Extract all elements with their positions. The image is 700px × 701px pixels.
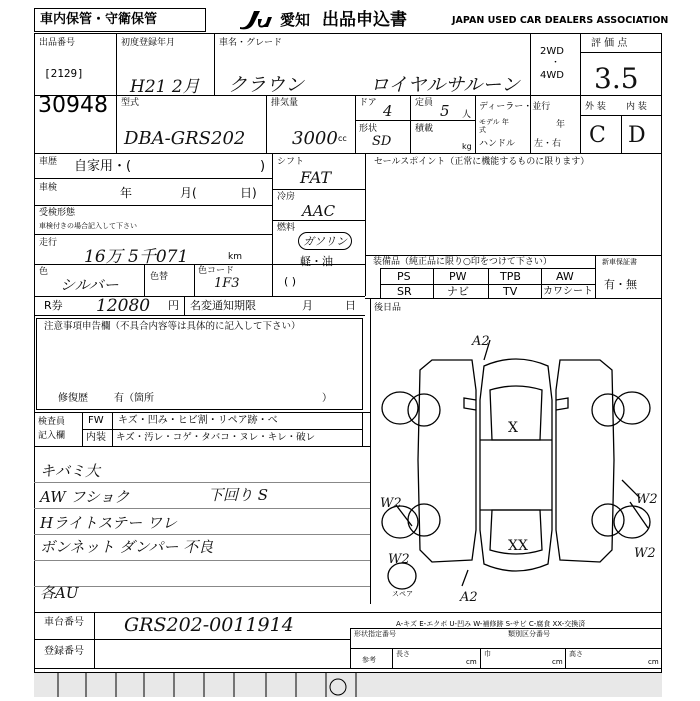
equip-sr: SR xyxy=(397,285,412,298)
yen-unit: 円 xyxy=(168,299,179,312)
inspection-dest-note: 車検付きの場合記入して下さい xyxy=(39,222,137,230)
inspector-label-2: 記入欄 xyxy=(38,431,66,441)
inspector-interior: 内装 xyxy=(86,432,106,443)
caution-label: 注意事項申告欄（不具合内容等は具体的に記入して下さい） xyxy=(44,321,301,332)
capacity-value: 5 xyxy=(440,102,450,120)
interior-value: D xyxy=(628,123,646,148)
shift-label: シフト xyxy=(277,157,305,167)
inspection-label: 車検 xyxy=(39,183,58,193)
shape-value: SD xyxy=(372,134,392,149)
length-cm: cm xyxy=(466,658,477,666)
color-label: 色 xyxy=(39,267,49,277)
inspector-fw: FW xyxy=(88,415,104,426)
equip-navi: ナビ xyxy=(447,285,469,298)
repair-value: 有（箇所 xyxy=(114,393,154,404)
inspector-row1: キズ・凹み・ヒビ割・リペア跡・べ xyxy=(118,415,278,426)
steering-lr: 左・右 xyxy=(534,139,562,149)
diag-w2-right: W2 xyxy=(636,492,658,507)
recycle-label: R券 xyxy=(44,299,63,312)
category-label: 類別区分番号 xyxy=(508,630,550,638)
displacement-value: 3000 xyxy=(292,128,338,149)
rating-label: 評 価 点 xyxy=(591,38,628,49)
car-grade: ロイヤルサルーン xyxy=(370,74,520,96)
color-code-value: 1F3 xyxy=(214,276,240,291)
repair-close: ） xyxy=(322,393,332,404)
exterior-value: C xyxy=(589,123,606,148)
rating-value: 3.5 xyxy=(594,62,639,95)
fuel-value: ガソリン xyxy=(298,232,352,250)
form-title: 出品申込書 xyxy=(322,10,407,30)
mileage-label: 走行 xyxy=(39,238,58,248)
year-mark: 年 xyxy=(120,186,133,200)
lot-number: 30948 xyxy=(38,93,108,118)
brand-region: 愛知 xyxy=(280,11,311,29)
usage-label: 車歴 xyxy=(39,157,58,167)
fuel-options: 軽・油 xyxy=(300,255,333,268)
shift-value: FAT xyxy=(300,168,332,187)
shape-label: 形状 xyxy=(359,124,378,134)
month-only: 月 xyxy=(302,299,313,312)
height-cm: cm xyxy=(648,658,659,666)
equip-tv: TV xyxy=(503,285,518,298)
ac-value: AAC xyxy=(302,202,336,220)
chassis-label: 車台番号 xyxy=(44,617,84,628)
diag-spare-label: スペア xyxy=(392,590,413,598)
equipment-label: 装備品（純正品に限り○印をつけて下さい） xyxy=(373,257,552,267)
diag-w2-right-2: W2 xyxy=(634,546,656,561)
inspector-label-1: 検査員 xyxy=(38,417,66,427)
lot-number-label: 出品番号 xyxy=(39,38,76,48)
shape-code-label: 形状指定番号 xyxy=(354,630,396,638)
note-line-4: ボンネット ダンパー 不良 xyxy=(40,538,214,556)
equip-ps: PS xyxy=(397,270,411,283)
interior-label: 内 装 xyxy=(626,102,647,112)
drive-2wd: 2WD xyxy=(540,46,564,57)
width-cm: cm xyxy=(552,658,563,666)
dealer-label: ディーラー・並行 xyxy=(479,102,551,112)
width-label: 巾 xyxy=(484,650,491,658)
diag-a2-bottom: A2 xyxy=(460,590,478,605)
diag-xx: XX xyxy=(508,538,528,554)
name-grade-label: 車名・グレード xyxy=(219,38,283,48)
length-label: 長さ xyxy=(396,650,410,658)
note-line-3: Hライトステー ワレ xyxy=(40,514,177,532)
note-line-5: 各AU xyxy=(40,584,79,602)
year-unit: 年 xyxy=(556,120,566,130)
equip-tpb: TPB xyxy=(500,270,521,283)
note-line-2: AW フショク xyxy=(40,488,130,506)
diag-a2-top: A2 xyxy=(472,334,490,349)
kg-unit: kg xyxy=(462,142,472,151)
ref-label: 参考 xyxy=(362,656,376,664)
cc-unit: cc xyxy=(338,134,347,143)
inspector-row2: キズ・汚レ・コゲ・タバコ・ヌレ・キレ・破レ xyxy=(116,432,316,443)
note-line-2b: 下回り S xyxy=(208,486,269,504)
drive-4wd: 4WD xyxy=(540,70,564,81)
form-title-en: JAPAN USED CAR DEALERS ASSOCIATION xyxy=(452,15,669,26)
first-reg-label: 初度登録年月 xyxy=(121,38,176,48)
fuel-paren: ( ) xyxy=(284,275,297,288)
ac-label: 冷房 xyxy=(277,192,296,202)
model-year-label: モデル 年式 xyxy=(479,118,509,134)
doors-value: 4 xyxy=(383,102,393,120)
load-label: 積載 xyxy=(415,124,434,134)
lot-code: [2129] xyxy=(44,67,84,80)
diag-w2-left: W2 xyxy=(380,496,402,511)
warranty-value: 有・無 xyxy=(604,278,637,291)
damage-legend: A-キズ E-エクボ U-凹み W-補修跡 S-サビ C-腐食 XX-交換済 xyxy=(396,620,586,628)
color-swap-label: 色替 xyxy=(150,272,169,282)
displacement-label: 排気量 xyxy=(271,98,299,108)
sales-point-label: セールスポイント（正常に機能するものに限ります） xyxy=(374,157,590,167)
color-value: シルバー xyxy=(60,276,119,294)
equip-leather: カワシート xyxy=(543,286,593,297)
steering-label: ハンドル xyxy=(479,139,516,149)
month-mark: 月( xyxy=(180,186,197,200)
doors-label: ドア xyxy=(359,98,377,108)
car-damage-diagram xyxy=(372,330,660,602)
capacity-label: 定員 xyxy=(415,98,434,108)
chassis-value: GRS202-0011914 xyxy=(124,614,294,636)
repair-label: 修復歴 xyxy=(58,393,88,404)
fuel-label: 燃料 xyxy=(277,223,296,233)
car-name: クラウン xyxy=(228,74,305,96)
inspection-dest-label: 受検形態 xyxy=(39,208,76,218)
height-label: 高さ xyxy=(569,650,583,658)
ju-logo xyxy=(236,9,280,31)
km-unit: km xyxy=(228,252,242,262)
diag-w2-spare: W2 xyxy=(388,552,410,567)
first-reg-value: H21 2月 xyxy=(130,77,200,97)
warranty-label: 新車保証書 xyxy=(602,258,637,266)
usage-close: ) xyxy=(260,159,266,174)
day-mark: 日) xyxy=(240,186,257,200)
note-line-1: キバミ大 xyxy=(40,462,101,480)
model-label: 型式 xyxy=(121,98,140,108)
equip-pw: PW xyxy=(449,270,467,283)
model-value: DBA-GRS202 xyxy=(124,128,246,149)
name-change-label: 名変通知期限 xyxy=(190,299,256,312)
day-only: 日 xyxy=(345,299,356,312)
equip-aw: AW xyxy=(556,270,574,283)
reg-label: 登録番号 xyxy=(44,646,84,657)
recycle-value: 12080 xyxy=(96,296,151,316)
mileage-value: 16万 5千071 xyxy=(84,247,189,267)
exterior-label: 外 装 xyxy=(585,102,606,112)
stamp-row xyxy=(34,672,662,697)
rear-label: 後日品 xyxy=(374,303,402,313)
color-code-label: 色コード xyxy=(198,266,235,276)
usage-value: 自家用・( xyxy=(74,159,132,174)
capacity-unit: 人 xyxy=(462,110,472,120)
diag-x: X xyxy=(508,420,518,436)
storage-label: 車内保管・守衛保管 xyxy=(40,12,158,27)
